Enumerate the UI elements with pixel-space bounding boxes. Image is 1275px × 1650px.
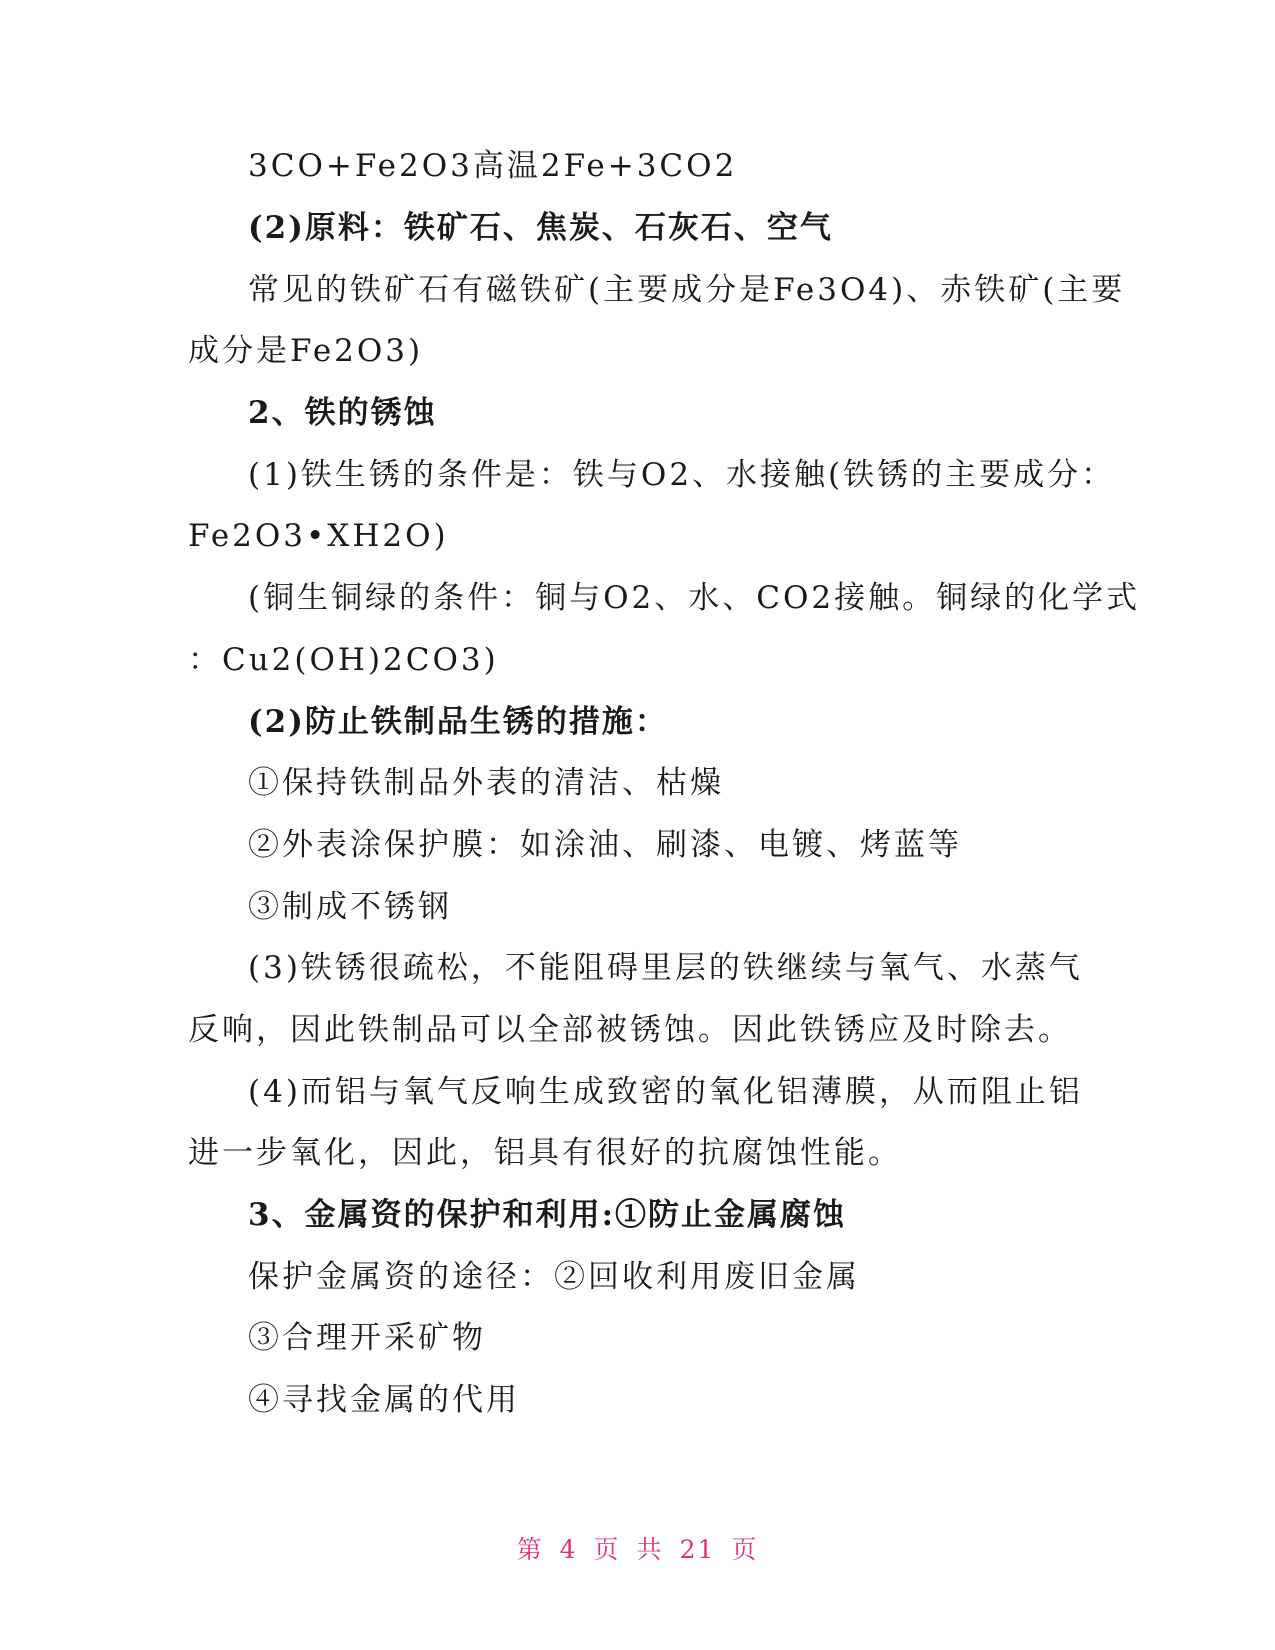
section-heading-rusting: 2、铁的锈蚀: [248, 395, 437, 431]
paragraph-line: 成分是Fe2O3): [188, 333, 424, 369]
raw-materials-heading: (2)原料：铁矿石、焦炭、石灰石、空气: [248, 210, 833, 246]
equation-line: 3CO+Fe2O3高温2Fe+3CO2: [248, 148, 738, 184]
list-item: ②外表涂保护膜：如涂油、刷漆、电镀、烤蓝等: [248, 827, 962, 863]
page-footer: [0, 1530, 1275, 1566]
footer-di: 第: [516, 1535, 544, 1564]
list-item: ③制成不锈钢: [248, 889, 452, 925]
prevention-heading: (2)防止铁制品生锈的措施：: [248, 704, 668, 740]
section-heading-resources: 3、金属资的保护和利用:①防止金属腐蚀: [248, 1197, 847, 1233]
list-item: ④寻找金属的代用: [248, 1382, 520, 1418]
footer-ye2: 页: [731, 1535, 759, 1564]
footer-total-pages: 21: [679, 1535, 716, 1564]
paragraph-line: 常见的铁矿石有磁铁矿(主要成分是Fe3O4)、赤铁矿(主要: [248, 272, 1126, 308]
paragraph-line: ：Cu2(OH)2CO3): [188, 642, 499, 678]
footer-ye: 页: [593, 1535, 621, 1564]
paragraph-line: (1)铁生锈的条件是：铁与O2、水接触(铁锈的主要成分：: [248, 457, 1116, 493]
paragraph-line: (4)而铝与氧气反响生成致密的氧化铝薄膜，从而阻止铝: [248, 1074, 1083, 1110]
paragraph-line: (铜生铜绿的条件：铜与O2、水、CO2接触。铜绿的化学式: [248, 580, 1141, 616]
paragraph-line: 进一步氧化，因此，铝具有很好的抗腐蚀性能。: [188, 1135, 902, 1171]
footer-page-number: 4: [559, 1535, 578, 1564]
paragraph-line: Fe2O3•XH2O): [188, 518, 449, 554]
paragraph-line: 反响，因此铁制品可以全部被锈蚀。因此铁锈应及时除去。: [188, 1012, 1072, 1048]
footer-gong: 共: [636, 1535, 664, 1564]
list-item: ③合理开采矿物: [248, 1320, 486, 1356]
list-item: ①保持铁制品外表的清洁、枯燥: [248, 765, 724, 801]
paragraph-line: (3)铁锈很疏松，不能阻碍里层的铁继续与氧气、水蒸气: [248, 950, 1083, 986]
paragraph-line: 保护金属资的途径：②回收利用废旧金属: [248, 1259, 860, 1295]
